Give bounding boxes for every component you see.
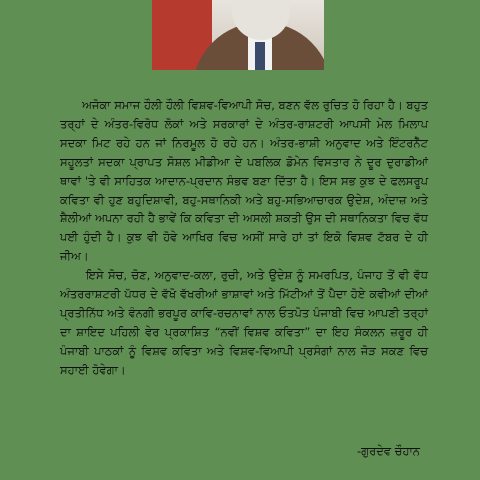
author-photo [152, 0, 324, 70]
paragraph-2: ਇਸੇ ਸੋਚ, ਚੋਣ, ਅਨੁਵਾਦ-ਕਲਾ, ਰੁਚੀ, ਅਤੇ ਉਦੇਸ਼ ਨੂੰ ਸਮਰਪਿਤ, ਪੰਜਾਹ ਤੋਂ ਵੀ ਵੱਧ ਅੰਤਰਰਾਸ਼ਟਰੀ ਪੱਧਰ ਦੇ ਵੱਖੋ ਵੱਖਰੀਆਂ ਭਾਸ਼ਾਵਾਂ ਅਤੇ ਮਿੱਟੀਆਂ ਤੋਂ ਪੈਦਾ ਹੋਏ ਕਵੀਆਂ ਦੀਆਂ ਪ੍ਰਤੀਨਿੱਧ ਅਤੇ ਵੰਨਗੀ ਭਰਪੂਰ ਕਾਵਿ-ਰਚਨਾਵਾਂ ਨਾਲ ਓਤਪੋਤ ਪੰਜਾਬੀ ਵਿਚ ਆਪਣੀ ਤਰ੍ਹਾਂ ਦਾ ਸ਼ਾਇਦ ਪਹਿਲੀ ਵੇਰ ਪ੍ਰਕਾਸ਼ਿਤ “ਨਵੀਂ ਵਿਸ਼ਵ ਕਵਿਤਾ” ਦਾ ਇਹ ਸੰਕਲਨ ਜ਼ਰੂਰ ਹੀ ਪੰਜਾਬੀ ਪਾਠਕਾਂ ਨੂੰ ਵਿਸ਼ਵ ਕਵਿਤਾ ਅਤੇ ਵਿਸ਼ਵ-ਵਿਆਪੀ ਪ੍ਰਸੰਗਾਂ ਨਾਲ ਜੋੜ ਸਕਣ ਵਿਚ ਸਹਾਈ ਹੋਵੇਗਾ। [60, 268, 432, 377]
paragraph-1: ਅਜੋਕਾ ਸਮਾਜ ਹੌਲੀ ਹੌਲੀ ਵਿਸ਼ਵ-ਵਿਆਪੀ ਸੋਚ, ਬਣਨ ਵੱਲ ਰੁਚਿਤ ਹੋ ਰਿਹਾ ਹੈ। ਬਹੁਤ ਤਰ੍ਹਾਂ ਦੇ ਅੰਤਰ-ਵਿਰੋਧ ਲੋਕਾਂ ਅਤੇ ਸਰਕਾਰਾਂ ਦੇ ਅੰਤਰ-ਰਾਸ਼ਟਰੀ ਆਪਸੀ ਮੇਲ ਮਿਲਾਪ ਸਦਕਾ ਮਿਟ ਰਹੇ ਹਨ ਜਾਂ ਨਿਰਮੂਲ ਹੋ ਰਹੇ ਹਨ। ਅੰਤਰ-ਭਾਸ਼ੀ ਅਨੁਵਾਦ ਅਤੇ ਇੰਟਰਨੈੱਟ ਸਹੂਲਤਾਂ ਸਦਕਾ ਪ੍ਰਾਪਤ ਸੋਸ਼ਲ ਮੀਡੀਆ ਦੇ ਪਬਲਿਕ ਡੋਮੇਨ ਵਿਸਤਾਰ ਨੇ ਦੂਰ ਦੁਰਾਡੀਆਂ ਥਾਵਾਂ 'ਤੇ ਵੀ ਸਾਹਿਤਕ ਆਦਾਨ-ਪ੍ਰਦਾਨ ਸੰਭਵ ਬਣਾ ਦਿੱਤਾ ਹੈ। ਇਸ ਸਭ ਕੁਝ ਦੇ ਫਲਸਰੂਪ ਕਵਿਤਾ ਵੀ ਹੁਣ ਬਹੁਦਿਸ਼ਾਵੀ, ਬਹੁ-ਸਥਾਨਿਕੀ ਅਤੇ ਬਹੁ-ਸਭਿਆਚਾਰਕ ਉਦੇਸ਼, ਅੰਦਾਜ਼ ਅਤੇ ਸ਼ੈਲੀਆਂ ਅਪਨਾ ਰਹੀ ਹੈ ਭਾਵੇਂ ਕਿ ਕਵਿਤਾ ਦੀ ਅਸਲੀ ਸ਼ਕਤੀ ਉਸ ਦੀ ਸਥਾਨਿਕਤਾ ਵਿਚ ਵੱਧ ਪਈ ਹੁੰਦੀ ਹੈ। ਕੁਝ ਵੀ ਹੋਵੇ ਆਖਿਰ ਵਿਚ ਅਸੀਂ ਸਾਰੇ ਹਾਂ ਤਾਂ ਇਕੋ ਵਿਸ਼ਵ ਟੱਬਰ ਦੇ ਹੀ ਜੀਅ। [60, 98, 432, 264]
photo-tie [255, 42, 265, 70]
back-cover-text [60, 96, 432, 380]
author-signature: -ਗੁਰਦੇਵ ਚੌਹਾਨ [356, 444, 420, 458]
